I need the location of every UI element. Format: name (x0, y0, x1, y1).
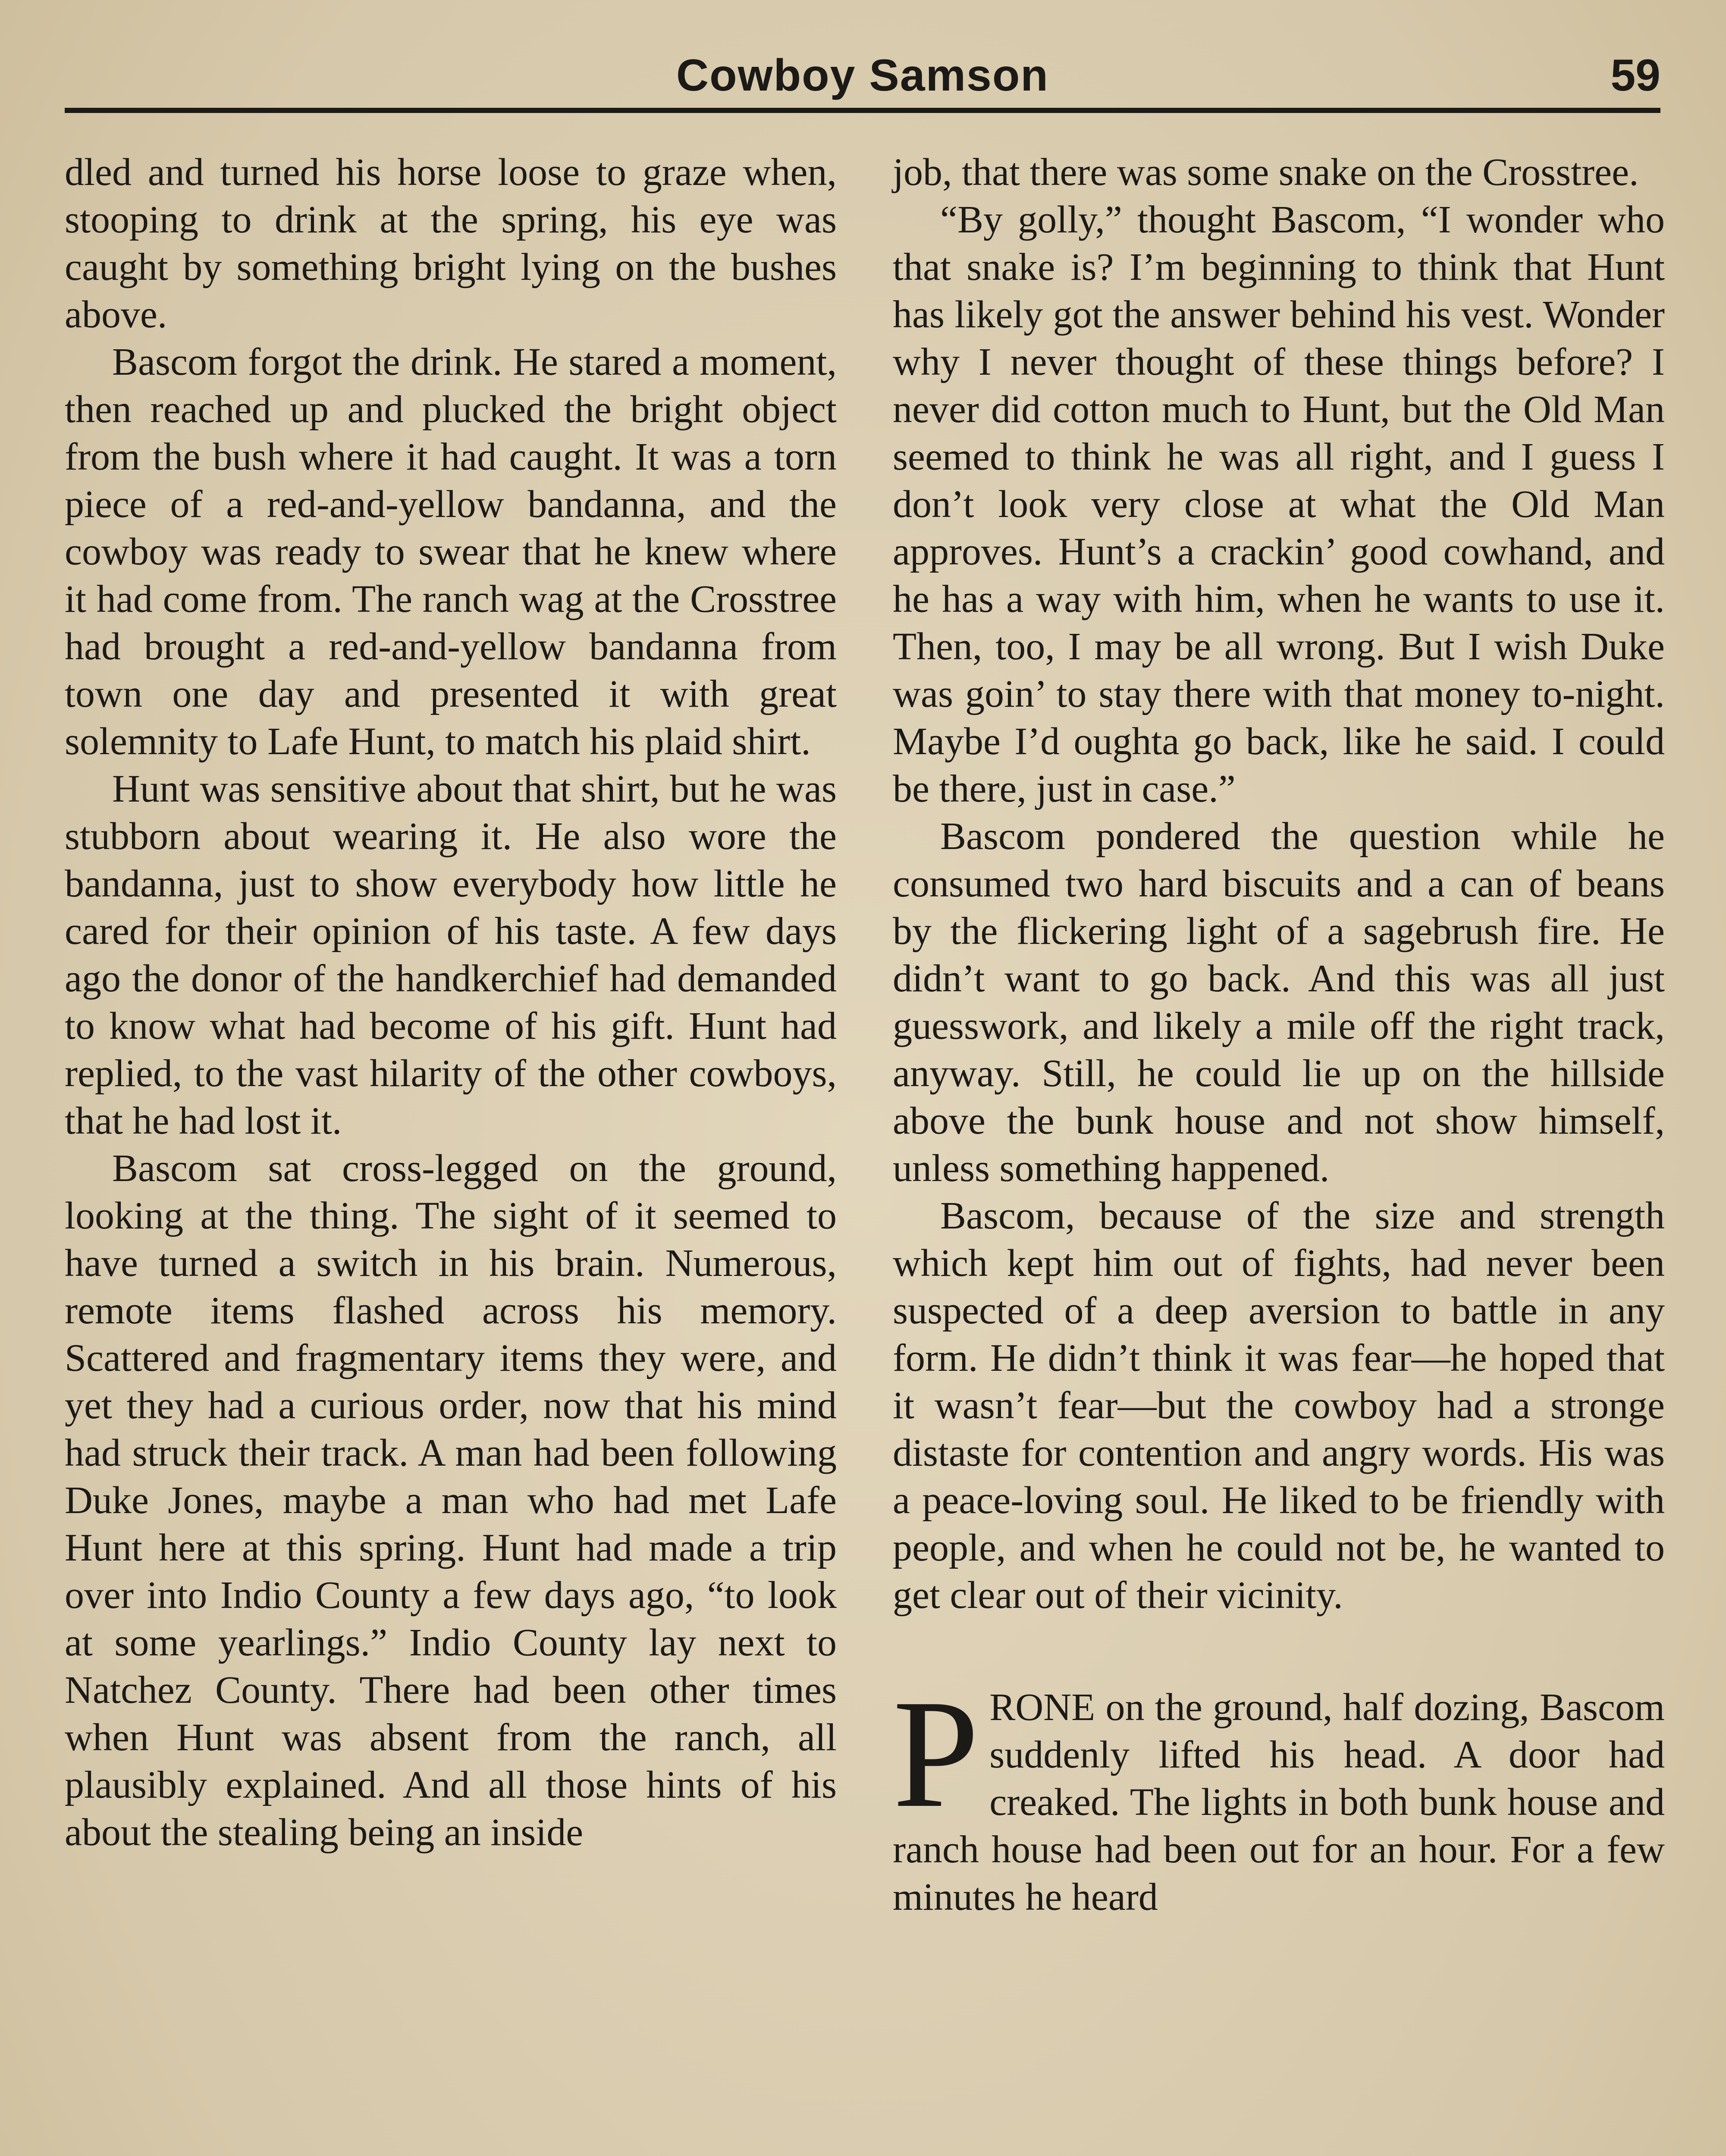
section-break (893, 1619, 1665, 1684)
left-column (65, 149, 837, 1856)
paragraph: Bascom forgot the drink. He stared a moment, then reached up and plucked the bright object from the bush where it had caught. It was a torn piece of a red-and-yellow bandanna, and the cowboy was ready to swear that he knew where it had come from. The ranch wag at the Crosstree had brought a red-and-yellow bandanna from town one day and presented it with great solemnity to Lafe Hunt, to match his plaid shirt. (65, 341, 837, 763)
paragraph-text: on the ground, half dozing, Bascom suddenly lifted his head. A door had creaked. The lights in both bunk house and ranch house had been out for an hour. For a few minutes he heard (893, 1686, 1665, 1918)
paragraph: Bascom sat cross-legged on the ground, looking at the thing. The sight of it seemed to have turned a switch in his brain. Numerous, remote items flashed across his memory. Scattered and fragmentary items they were, and yet they had a curious order, now that his mind had struck their track. A man had been following Duke Jones, maybe a man who had met Lafe Hunt here at this spring. Hunt had made a trip over into Indio County a few days ago, “to look at some yearlings.” Indio County lay next to Natchez County. There had been other times when Hunt was absent from the ranch, all plausibly explained. And all those hints of his about the stealing being an inside (65, 1147, 837, 1854)
header-rule (65, 108, 1660, 113)
drop-cap: P (893, 1667, 979, 1839)
paragraph: dled and turned his horse loose to graze when, stooping to drink at the spring, his eye was caught by something bright lying on the bushes above. (65, 151, 837, 336)
paragraph: “By golly,” thought Bascom, “I wonder who that snake is? I’m beginning to think that Hunt has likely got the answer behind his vest. Wonder why I never thought of these things before? I never did cotton much to Hunt, but the Old Man seemed to think he was all right, and I guess I don’t look very close at what the Old Man approves. Hunt’s a crackin’ good cowhand, and he has a way with him, when he wants to use it. Then, too, I may be all wrong. But I wish Duke was goin’ to stay there with that money to-night. Maybe I’d oughta go back, like he said. I could be there, just in case.” (893, 198, 1665, 810)
paragraph: Hunt was sensitive about that shirt, but he was stubborn about wearing it. He also wore the bandanna, just to show everybody how little he cared for their opinion of his taste. A few days ago the donor of the handkerchief had demanded to know what had become of his gift. Hunt had replied, to the vast hilarity of the other cowboys, that he had lost it. (65, 768, 837, 1142)
page-header (65, 41, 1660, 106)
small-caps-lead: RONE (989, 1686, 1095, 1729)
running-title: Cowboy Samson (676, 50, 1049, 100)
paragraph: Bascom, because of the size and strength which kept him out of fights, had never been suspected of a deep aversion to battle in any form. He didn’t think it was fear—he hoped that it wasn’t fear—but the cowboy had a stronge distaste for contention and angry words. His was a peace-loving soul. He liked to be friendly with people, and when he could not be, he wanted to get clear out of their vicinity. (893, 1194, 1665, 1617)
paragraph: Bascom pondered the question while he consumed two hard biscuits and a can of beans by the flickering light of a sagebrush fire. He didn’t want to go back. And this was all just guesswork, and likely a mile off the right track, anyway. Still, he could lie up on the hillside above the bunk house and not show himself, unless something happened. (893, 815, 1665, 1190)
drop-cap-paragraph (893, 1667, 1665, 1921)
right-column (893, 149, 1665, 1921)
page-number: 59 (1610, 50, 1660, 100)
paragraph: job, that there was some snake on the Crosstree. (893, 151, 1639, 194)
